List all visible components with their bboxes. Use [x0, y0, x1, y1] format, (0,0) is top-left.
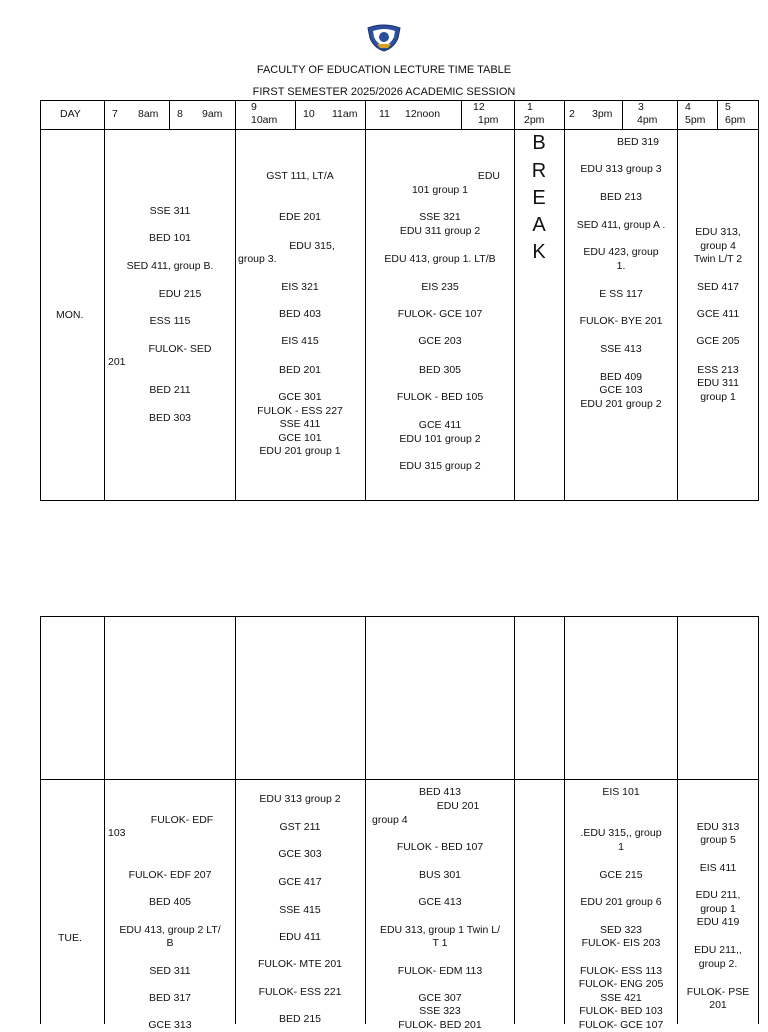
course-entry: EDU — [477, 170, 500, 182]
course-entry: group 4 — [372, 814, 408, 826]
course-entry: group 1 — [700, 391, 736, 403]
course-entry: FULOK - ESS 227 — [257, 405, 343, 417]
course-entry: SSE 411 — [279, 418, 321, 430]
course-entry: SSE 415 — [279, 904, 321, 916]
course-entry: FULOK- EDF — [150, 814, 214, 826]
course-entry: GCE 303 — [278, 848, 322, 860]
course-entry: EDU 211,, — [694, 944, 742, 956]
course-entry: BED 201 — [278, 364, 322, 376]
course-entry: FULOK- EDM 113 — [397, 965, 483, 977]
course-entry: FULOK- GCE 107 — [397, 308, 483, 320]
course-entry: FULOK- ENG 205 — [578, 978, 664, 990]
course-entry: T 1 — [432, 937, 448, 949]
course-entry: BED 403 — [278, 308, 322, 320]
faculty-logo-icon — [364, 24, 404, 52]
header-10: 10 — [303, 108, 315, 120]
header-12: 12 — [473, 101, 485, 113]
course-entry: EDU 215 — [158, 288, 202, 300]
course-entry: BED 303 — [148, 412, 192, 424]
header-10am: 10am — [251, 114, 278, 126]
course-entry: group 2. — [698, 958, 738, 970]
course-entry: EDU 413, group 2 LT/ — [119, 924, 221, 936]
course-entry: EIS 321 — [281, 281, 319, 293]
course-entry: SSE 321 — [419, 211, 461, 223]
course-entry: FULOK- BYE 201 — [579, 315, 663, 327]
course-entry: GCE 411 — [418, 419, 462, 431]
course-entry: 101 group 1 — [411, 184, 469, 196]
day-label-monday: MON. — [56, 309, 84, 321]
course-entry: group 4 — [700, 240, 736, 252]
header-1: 1 — [527, 101, 533, 113]
course-entry: EDE 201 — [278, 211, 322, 223]
course-entry: group 5 — [700, 834, 736, 846]
course-entry: SSE 323 — [419, 1005, 461, 1017]
break-letter: R — [531, 160, 547, 182]
course-entry: FULOK- SED — [148, 343, 212, 355]
course-entry: GCE 205 — [696, 335, 740, 347]
course-entry: EDU 315, — [289, 240, 335, 252]
course-entry: BED 213 — [599, 191, 643, 203]
course-entry: GCE 307 — [418, 992, 462, 1004]
course-entry: 201 — [709, 999, 727, 1011]
course-entry: SED 323 — [599, 924, 643, 936]
course-entry: FULOK- PSE — [686, 986, 750, 998]
header-2pm: 2pm — [524, 114, 545, 126]
header-5pm: 5pm — [685, 114, 706, 126]
course-entry: BED 413 — [418, 786, 462, 798]
course-entry: GCE 103 — [599, 384, 643, 396]
course-entry: GCE 215 — [599, 869, 643, 881]
course-entry: EDU 313 group 2 — [259, 793, 341, 805]
course-entry: ESS 115 — [149, 315, 191, 327]
course-entry: BUS 301 — [418, 869, 462, 881]
course-entry: BED 305 — [418, 364, 462, 376]
course-entry: EDU 201 group 2 — [580, 398, 662, 410]
break-letter: K — [532, 241, 546, 263]
course-entry: FULOK- ESS 113 — [579, 965, 663, 977]
course-entry: EDU 411 — [279, 931, 321, 943]
course-entry: 201 — [108, 356, 126, 368]
course-entry: SSE 421 — [600, 992, 642, 1004]
course-entry: GCE 203 — [418, 335, 462, 347]
course-entry: FULOK- EDF 207 — [128, 869, 212, 881]
course-entry: GCE 301 — [278, 391, 322, 403]
header-12noon: 12noon — [405, 108, 441, 120]
header-4pm: 4pm — [637, 114, 658, 126]
course-entry: 1 — [618, 841, 624, 853]
course-entry: EDU 419 — [696, 916, 740, 928]
course-entry: EDU 313 — [696, 821, 740, 833]
course-entry: EDU 313, group 1 Twin L/ — [379, 924, 501, 936]
course-entry: EDU 315 group 2 — [399, 460, 481, 472]
course-entry: SED 311 — [149, 965, 191, 977]
course-entry: FULOK - BED 105 — [396, 391, 484, 403]
course-entry: EIS 101 — [602, 786, 640, 798]
course-entry: group 1 — [700, 903, 736, 915]
course-entry: BED 405 — [148, 896, 192, 908]
course-entry: SED 417 — [696, 281, 740, 293]
course-entry: SSE 311 — [149, 205, 191, 217]
course-entry: ESS 213 — [697, 364, 739, 376]
course-entry: BED 409 — [599, 371, 643, 383]
header-3: 3 — [638, 101, 644, 113]
course-entry: FULOK- ESS 221 — [258, 986, 342, 998]
course-entry: GST 211 — [279, 821, 321, 833]
course-entry: FULOK- BED 103 — [579, 1005, 663, 1017]
course-entry: EDU 313 group 3 — [580, 163, 662, 175]
course-entry: EIS 415 — [281, 335, 319, 347]
course-entry: Twin L/T 2 — [693, 253, 743, 265]
break-letter: B — [532, 132, 546, 154]
page-subtitle: FIRST SEMESTER 2025/2026 ACADEMIC SESSION — [252, 86, 516, 98]
course-entry: SED 411, group A . — [576, 219, 666, 231]
course-entry: BED 319 — [616, 136, 660, 148]
course-entry: SED 411, group B. — [126, 260, 214, 272]
course-entry: BED 215 — [278, 1013, 322, 1025]
course-entry: FULOK- MTE 201 — [257, 958, 343, 970]
header-8: 8 — [177, 108, 183, 120]
header-1pm: 1pm — [478, 114, 499, 126]
day-label-tuesday: TUE. — [58, 932, 82, 944]
course-entry: GCE 413 — [418, 896, 462, 908]
course-entry: GCE 417 — [278, 876, 322, 888]
header-5: 5 — [725, 101, 731, 113]
course-entry: BED 317 — [148, 992, 192, 1004]
break-letter: A — [532, 214, 546, 236]
course-entry: B — [166, 937, 174, 949]
header-4: 4 — [685, 101, 691, 113]
course-entry: FULOK - BED 107 — [396, 841, 484, 853]
break-letter: E — [532, 187, 546, 209]
course-entry: 1. — [616, 260, 626, 272]
header-6pm: 6pm — [725, 114, 746, 126]
page-title: FACULTY OF EDUCATION LECTURE TIME TABLE — [256, 64, 512, 76]
course-entry: EDU 311 — [697, 377, 739, 389]
header-11: 11 — [379, 108, 390, 120]
header-11am: 11am — [332, 108, 358, 120]
course-entry: EDU 211, — [695, 889, 741, 901]
course-entry: EIS 235 — [421, 281, 459, 293]
course-entry: EIS 411 — [699, 862, 737, 874]
course-entry: GCE 411 — [696, 308, 740, 320]
course-entry: GCE 313 — [148, 1019, 192, 1031]
course-entry: E SS 117 — [599, 288, 643, 300]
course-entry: FULOK- GCE 107 — [578, 1019, 664, 1031]
course-entry: FULOK- BED 201 — [398, 1019, 482, 1031]
header-7: 7 — [112, 108, 118, 120]
header-8am: 8am — [138, 108, 159, 120]
course-entry: EDU 201 group 1 — [259, 445, 341, 457]
course-entry: .EDU 315,, group — [580, 827, 662, 839]
header-day: DAY — [60, 108, 81, 120]
course-entry: EDU 313, — [695, 226, 741, 238]
course-entry: BED 101 — [148, 232, 192, 244]
course-entry: EDU 423, group — [583, 246, 659, 258]
course-entry: BED 211 — [149, 384, 191, 396]
header-2: 2 — [569, 108, 575, 120]
course-entry: 103 — [108, 827, 126, 839]
course-entry: GCE 101 — [278, 432, 322, 444]
header-3pm: 3pm — [592, 108, 613, 120]
course-entry: EDU 101 group 2 — [399, 433, 481, 445]
course-entry: EDU 201 — [436, 800, 480, 812]
course-entry: FULOK- EIS 203 — [581, 937, 661, 949]
course-entry: EDU 311 group 2 — [399, 225, 481, 237]
course-entry: EDU 413, group 1. LT/B — [384, 253, 496, 265]
course-entry: GST 111, LT/A — [266, 170, 334, 182]
header-9am: 9am — [202, 108, 223, 120]
header-9: 9 — [251, 101, 257, 113]
course-entry: EDU 201 group 6 — [580, 896, 662, 908]
course-entry: group 3. — [238, 253, 277, 265]
course-entry: SSE 413 — [600, 343, 642, 355]
